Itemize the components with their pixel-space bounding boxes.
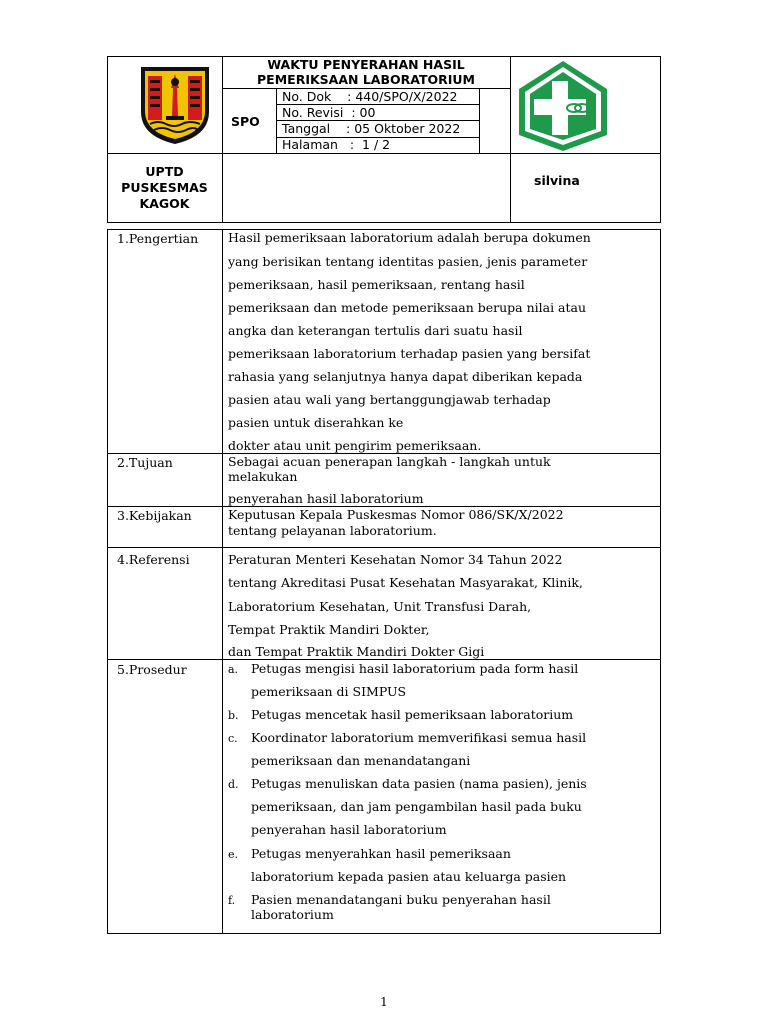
section-label-kebijakan: 3.Kebijakan [117,508,192,523]
text-line: pasien untuk diserahkan ke [228,415,404,430]
title-line: WAKTU PENYERAHAN HASIL [267,57,465,72]
meta-tanggal: Tanggal : 05 Oktober 2022 [282,121,461,136]
text-line: Sebagai acuan penerapan langkah - langkah untuk [228,454,551,469]
doc-type-label: SPO [231,114,260,129]
signer-name: silvina [534,173,580,188]
text-line: angka dan keterangan tertulis dari suatu hasil [228,323,523,338]
meta-no-revisi: No. Revisi : 00 [282,105,376,120]
document-title [222,57,510,87]
step-marker: e. [228,848,239,861]
section-label-tujuan: 2.Tujuan [117,455,173,470]
step-line: Koordinator laboratorium memverifikasi semua hasil [251,730,587,745]
step-marker: c. [228,732,238,745]
step-line: Petugas menuliskan data pasien (nama pasien), jenis [251,776,587,791]
text-line: pemeriksaan laboratorium terhadap pasien yang bersifat [228,346,591,361]
section-label-prosedur: 5.Prosedur [117,662,187,677]
text-line: Tempat Praktik Mandiri Dokter, [228,622,430,637]
text-line: pemeriksaan dan metode pemeriksaan berupa nilai atau [228,300,587,315]
step-line: pemeriksaan dan menandatangani [251,753,471,768]
step-line: Petugas menyerahkan hasil pemeriksaan [251,846,511,861]
step-line: pemeriksaan di SIMPUS [251,684,407,699]
section-label-pengertian: 1.Pengertian [117,231,199,246]
text-line: pasien atau wali yang bertanggungjawab terhadap [228,392,551,407]
meta-no-dok: No. Dok : 440/SPO/X/2022 [282,89,458,104]
text-line: penyerahan hasil laboratorium [228,491,424,506]
step-line: laboratorium [251,907,334,922]
text-line: Keputusan Kepala Puskesmas Nomor 086/SK/X/2022 [228,507,564,522]
text-line: tentang Akreditasi Pusat Kesehatan Masyarakat, Klinik, [228,575,583,590]
step-line: laboratorium kepada pasien atau keluarga pasien [251,869,567,884]
step-marker: d. [228,778,239,791]
unit-line: UPTD [145,164,184,179]
step-line: pemeriksaan, dan jam pengambilan hasil pada buku [251,799,582,814]
text-line: yang berisikan tentang identitas pasien, jenis parameter [228,254,588,269]
meta-halaman: Halaman : 1 / 2 [282,137,391,152]
text-line: dokter atau unit pengirim pemeriksaan. [228,438,482,453]
step-marker: f. [228,894,236,907]
step-line: Petugas mengisi hasil laboratorium pada form hasil [251,661,579,676]
puskesmas-logo [514,59,612,153]
text-line: dan Tempat Praktik Mandiri Dokter Gigi [228,644,485,659]
text-line: Peraturan Menteri Kesehatan Nomor 34 Tahun 2022 [228,552,563,567]
step-marker: a. [228,663,239,676]
text-line: pemeriksaan, hasil pemeriksaan, rentang hasil [228,277,525,292]
text-line: tentang pelayanan laboratorium. [228,523,437,538]
step-marker: b. [228,709,239,722]
unit-line: PUSKESMAS [121,180,208,195]
text-line: Hasil pemeriksaan laboratorium adalah berupa dokumen [228,230,591,245]
unit-line: KAGOK [139,196,190,211]
unit-name [107,164,222,212]
text-line: Laboratorium Kesehatan, Unit Transfusi Darah, [228,599,532,614]
step-line: Petugas mencetak hasil pemeriksaan laboratorium [251,707,574,722]
step-line: Pasien menandatangani buku penyerahan hasil [251,892,551,907]
page-number: 1 [380,995,388,1009]
text-line: melakukan [228,469,298,484]
text-line: rahasia yang selanjutnya hanya dapat diberikan kepada [228,369,583,384]
title-line: PEMERIKSAAN LABORATORIUM [257,72,475,87]
city-emblem-logo [138,64,212,146]
step-line: penyerahan hasil laboratorium [251,822,447,837]
section-label-referensi: 4.Referensi [117,552,190,567]
